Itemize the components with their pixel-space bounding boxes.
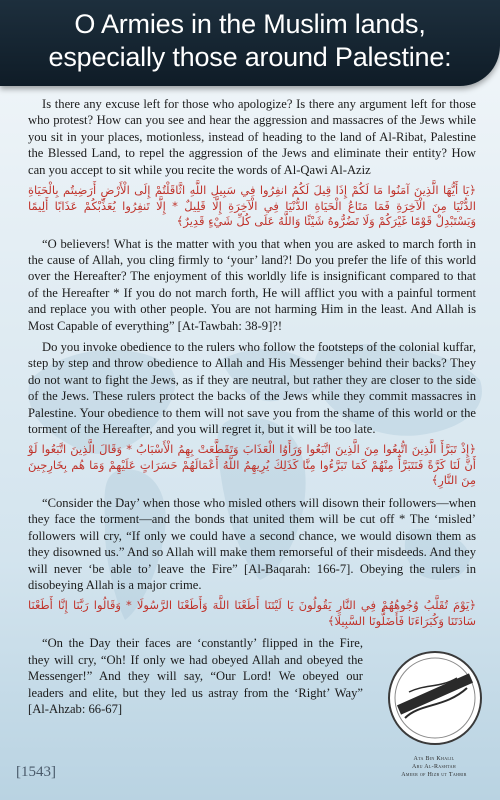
page-title: O Armies in the Muslim lands, especially those around Palestine: bbox=[48, 9, 452, 72]
header-banner bbox=[0, 0, 500, 86]
paragraph-2-translation: “O believers! What is the matter with you that when you are asked to march forth in the cause of Allah, you cling firmly to ‘your’ land?! Do you prefer the life of this world over the Hereafter? The enjoyment of this worldly life is insignificant compared to that of the Hereafter * If you do not march forth, He will afflict you with a painful torment and replace you with other people. You are not harming Him in the least. And Allah is Most Capable of everything” [At-Tawbah: 38-9]?! bbox=[28, 236, 476, 333]
paragraph-5-translation: “On the Day their faces are ‘constantly’ flipped in the Fire, they will cry, “Oh! If only we had obeyed Allah and obeyed the Messenger!” And they will say, “Our Lord! We obeyed our leaders and elite, but they led us astray from the ‘Right’ Way” [Al-Ahzab: 66-67] bbox=[28, 636, 363, 716]
quran-verse-tawbah: ﴿يَا أَيُّهَا الَّذِينَ آمَنُوا مَا لَكُمْ إِذَا قِيلَ لَكُمُ انفِرُوا فِي سَبِيلِ اللَّهِ اثَّاقَلْتُمْ إِلَى الْأَرْضِ أَرَضِيتُم بِالْحَيَاةِ الدُّنْيَا مِنَ الْآخِرَةِ فَمَا مَتَاعُ الْحَيَاةِ الدُّنْيَا فِي الْآخِرَةِ إِلَّا قَلِيلٌ * إِلَّا تَنفِرُوا يُعَذِّبْكُمْ عَذَابًا أَلِيمًا وَيَسْتَبْدِلْ قَوْمًا غَيْرَكُمْ وَلَا تَضُرُّوهُ شَيْئًا وَاللَّهُ عَلَى كُلِّ شَيْءٍ قَدِيرٌ﴾ bbox=[28, 183, 476, 229]
paragraph-4-translation: “Consider the Day’ when those who misled others will disown their followers—when they face the torment—and the bonds that united them will be cut off * The ‘misled’ followers will cry, “If only we could have a second chance, we would disown them as they disowned us.” And so Allah will make them remorseful of their misdeeds. And they will never ‘be able to’ leave the Fire” [Al-Baqarah: 166-7]. Obeying the rulers in disobeying Allah is a major crime. bbox=[28, 495, 476, 592]
paragraph-1: Is there any excuse left for those who apologize? Is there any argument left for those who protest? How can you see and hear the aggression and massacres of the Jews while you sit in your places, motionless, instead of heading to the land of Al-Ribat, Palestine the Blessed Land, to repel the aggression of the Jews and eliminate their entity? How can you accept to sit while you recite the words of Al-Qawi Al-Aziz bbox=[28, 97, 476, 177]
page-number: [1543] bbox=[16, 764, 56, 780]
ameer-seal-logo bbox=[385, 648, 485, 748]
paragraph-3: Do you invoke obedience to the rulers who follow the footsteps of the colonial kuffar, step by step and throw obedience to Allah and His Messenger behind their backs? They do not want to fight the Jews, as if they are neutral, but rather they are closer to the side of the Jews. These rulers protect the backs of the Jews while they commit massacres in Palestine. Your obedience to them will not save you from the shame of this world or the torment of the Hereafter, and you will regret it, but it will be too late. bbox=[28, 339, 476, 436]
seal-title-line: Ameer of Hizb ut Tahrir bbox=[401, 772, 467, 778]
seal-name-line-2: Abu Al-Rashtah bbox=[412, 764, 456, 770]
article-body bbox=[28, 96, 476, 722]
seal-name-line-1: Ata Bin Khalil bbox=[413, 756, 455, 762]
quran-verse-ahzab: ﴿يَوْمَ تُقَلَّبُ وُجُوهُهُمْ فِي النَّارِ يَقُولُونَ يَا لَيْتَنَا أَطَعْنَا اللَّهَ وَأَطَعْنَا الرَّسُولَا * وَقَالُوا رَبَّنَا إِنَّا أَطَعْنَا سَادَتَنَا وَكُبَرَاءَنَا فَأَضَلُّونَا السَّبِيلَا﴾ bbox=[28, 598, 476, 628]
seal-caption bbox=[388, 755, 480, 779]
quran-verse-baqarah: ﴿إِذْ تَبَرَّأَ الَّذِينَ اتُّبِعُوا مِنَ الَّذِينَ اتَّبَعُوا وَرَأَوُا الْعَذَابَ وَتَقَطَّعَتْ بِهِمُ الْأَسْبَابُ * وَقَالَ الَّذِينَ اتَّبَعُوا لَوْ أَنَّ لَنَا كَرَّةً فَنَتَبَرَّأَ مِنْهُمْ كَمَا تَبَرَّءُوا مِنَّا كَذَلِكَ يُرِيهِمُ اللَّهُ أَعْمَالَهُمْ حَسَرَاتٍ عَلَيْهِمْ وَمَا هُم بِخَارِجِينَ مِنَ النَّارِ﴾ bbox=[28, 442, 476, 488]
